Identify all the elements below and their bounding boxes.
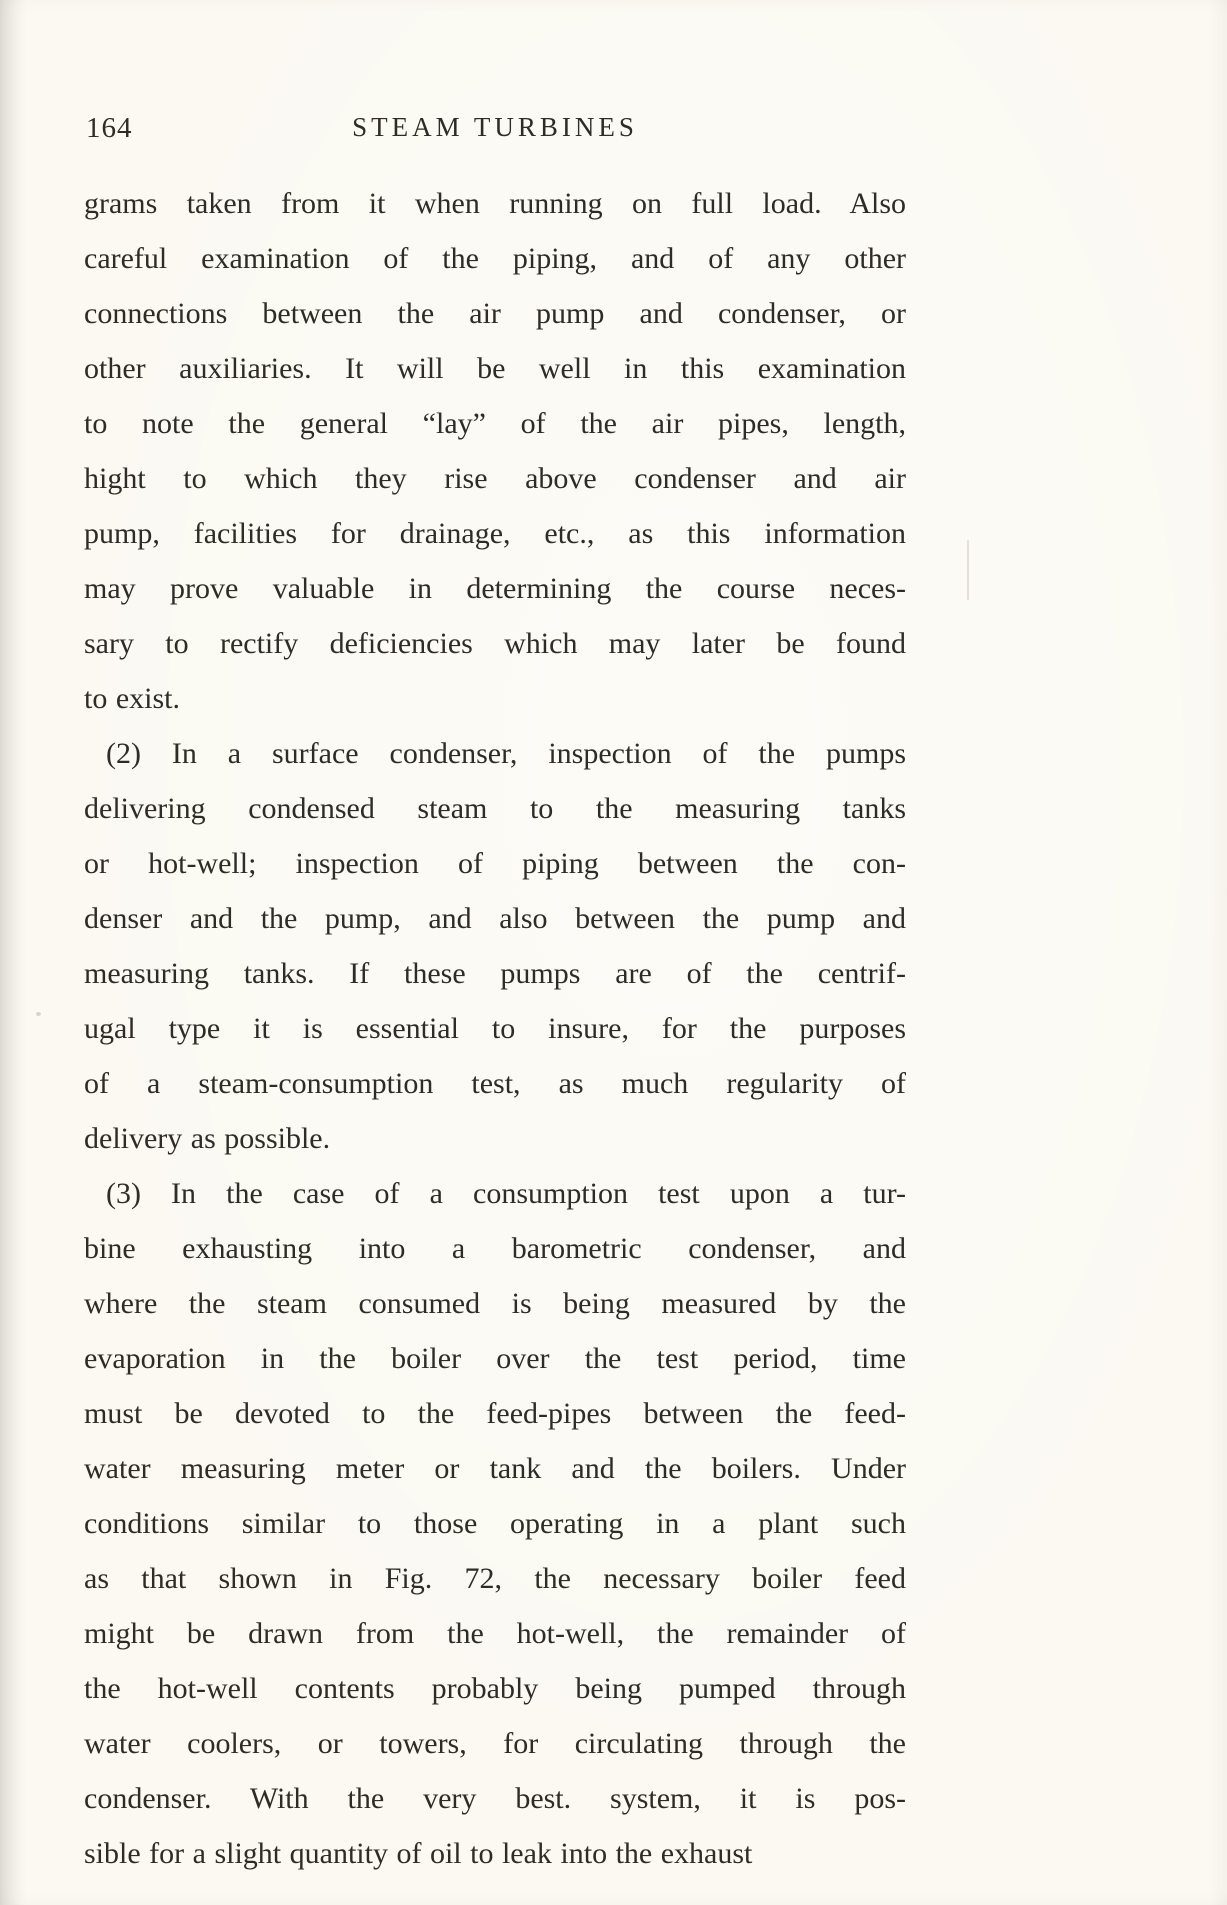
text-line: hight to which they rise above condenser and air bbox=[84, 462, 906, 495]
text-line: or hot-well; inspection of piping between the con- bbox=[84, 847, 906, 880]
text-line: denser and the pump, and also between the pump and bbox=[84, 902, 906, 935]
text-line: to note the general “lay” of the air pipes, length, bbox=[84, 407, 906, 440]
page-body bbox=[84, 176, 906, 1881]
text-line: the hot-well contents probably being pumped through bbox=[84, 1672, 906, 1705]
text-line: might be drawn from the hot-well, the remainder of bbox=[84, 1617, 906, 1650]
text-line: condenser. With the very best. system, it is pos- bbox=[84, 1782, 906, 1815]
scan-artifact-speck bbox=[36, 1012, 41, 1016]
text-line: measuring tanks. If these pumps are of the centrif- bbox=[84, 957, 906, 990]
text-line: sary to rectify deficiencies which may later be found bbox=[84, 627, 906, 660]
text-line: other auxiliaries. It will be well in this examination bbox=[84, 352, 906, 385]
page-header bbox=[84, 112, 906, 152]
text-line: delivering condensed steam to the measuring tanks bbox=[84, 792, 906, 825]
text-line: where the steam consumed is being measured by the bbox=[84, 1287, 906, 1320]
text-line: to exist. bbox=[84, 682, 180, 715]
text-line: of a steam-consumption test, as much regularity of bbox=[84, 1067, 906, 1100]
text-line: careful examination of the piping, and of any other bbox=[84, 242, 906, 275]
text-line: conditions similar to those operating in a plant such bbox=[84, 1507, 906, 1540]
text-line: as that shown in Fig. 72, the necessary boiler feed bbox=[84, 1562, 906, 1595]
text-line: water coolers, or towers, for circulating through the bbox=[84, 1727, 906, 1760]
text-line: must be devoted to the feed-pipes between the feed- bbox=[84, 1397, 906, 1430]
text-line: ugal type it is essential to insure, for the purposes bbox=[84, 1012, 906, 1045]
text-line: water measuring meter or tank and the boilers. Under bbox=[84, 1452, 906, 1485]
text-line: connections between the air pump and condenser, or bbox=[84, 297, 906, 330]
text-line: (3) In the case of a consumption test upon a tur- bbox=[106, 1177, 906, 1210]
text-line: may prove valuable in determining the course neces- bbox=[84, 572, 906, 605]
text-line: evaporation in the boiler over the test period, time bbox=[84, 1342, 906, 1375]
text-line: bine exhausting into a barometric condenser, and bbox=[84, 1232, 906, 1265]
page-number: 164 bbox=[86, 112, 133, 144]
running-title: STEAM TURBINES bbox=[352, 112, 638, 142]
text-line: pump, facilities for drainage, etc., as this information bbox=[84, 517, 906, 550]
text-line: (2) In a surface condenser, inspection of the pumps bbox=[106, 737, 906, 770]
text-line: delivery as possible. bbox=[84, 1122, 331, 1155]
scan-artifact-line bbox=[967, 540, 969, 600]
text-line: grams taken from it when running on full load. Also bbox=[84, 187, 906, 220]
text-line: sible for a slight quantity of oil to leak into the exhaust bbox=[84, 1837, 753, 1870]
